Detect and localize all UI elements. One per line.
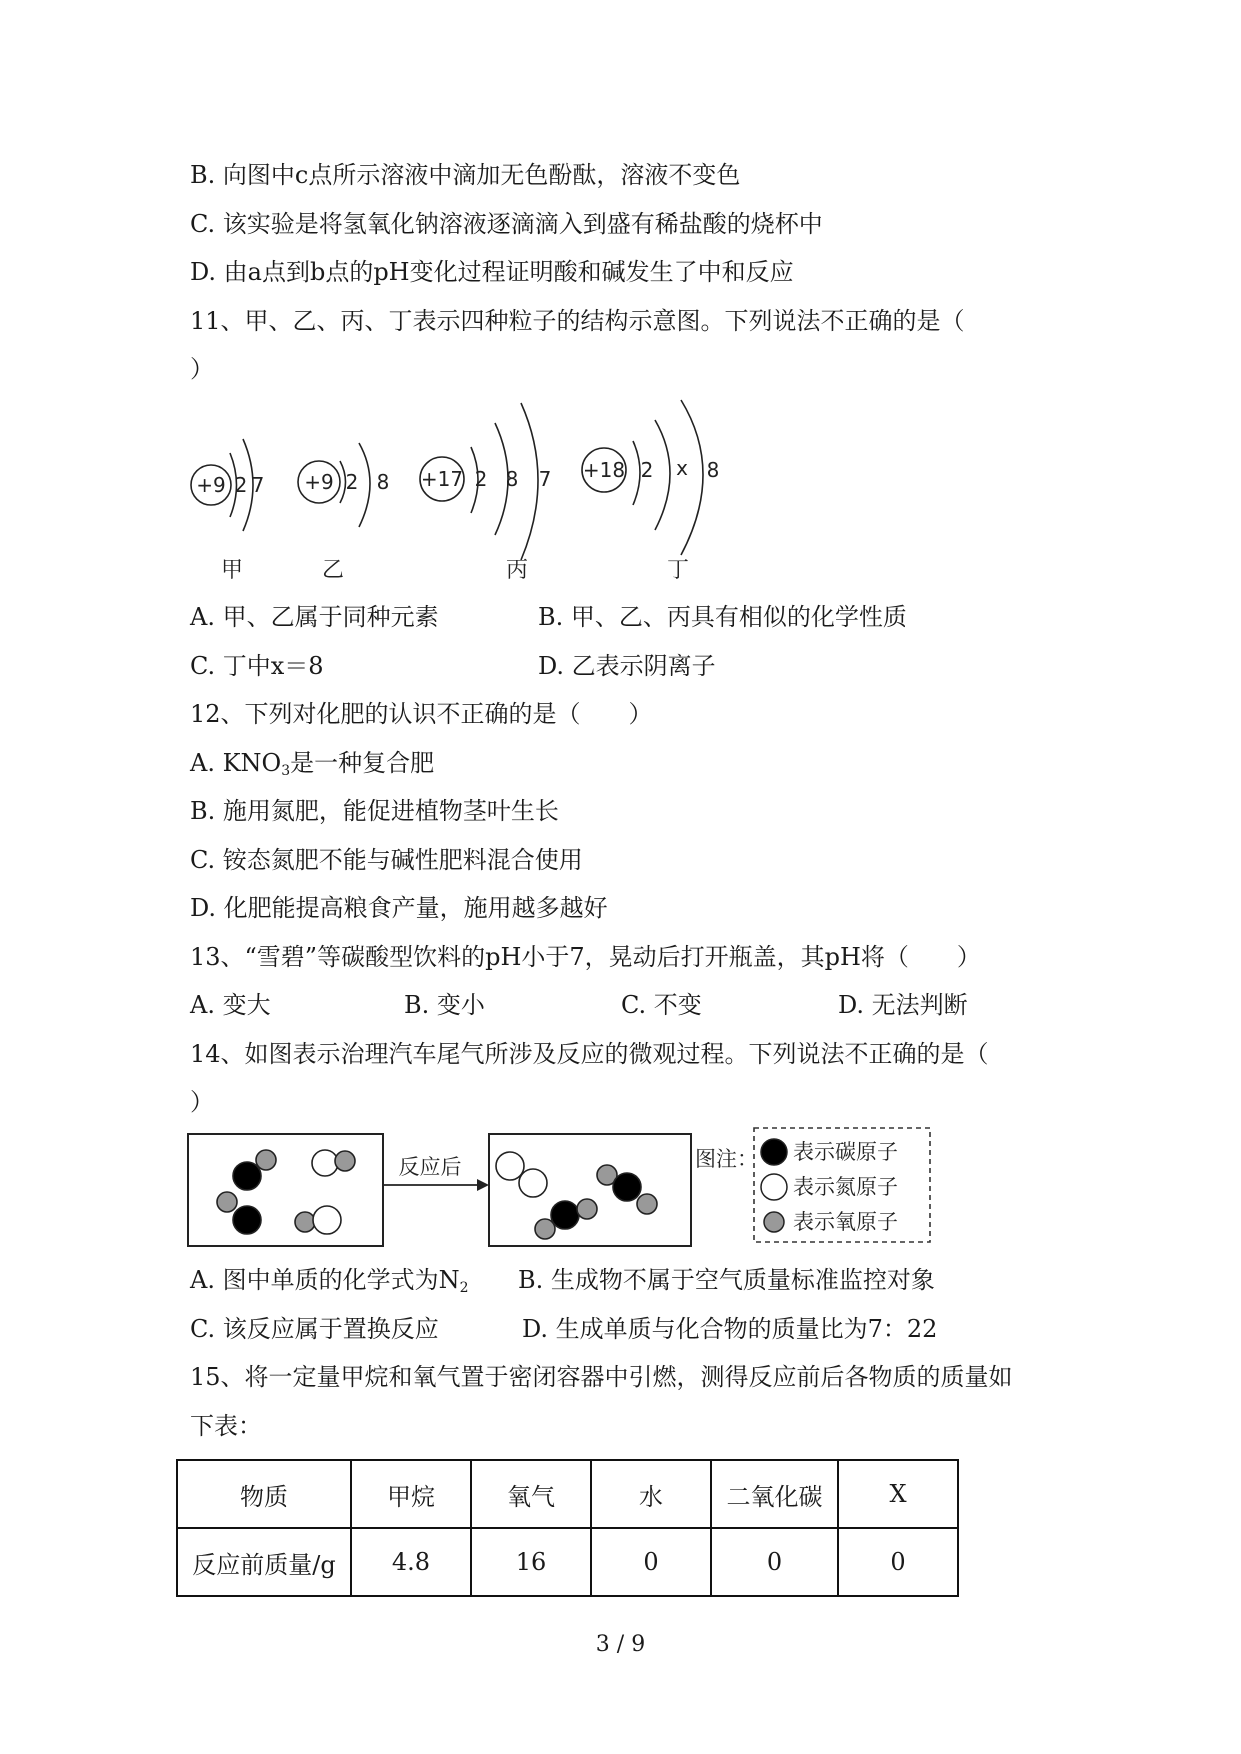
q13-option-a: A. 变大 — [190, 991, 271, 1019]
n-atom — [312, 1150, 338, 1176]
ding-nucleus-charge: +18 — [582, 458, 626, 482]
bing-label: 丙 — [505, 558, 529, 583]
mass-table — [176, 1459, 959, 1597]
jia-shell-2: 7 — [251, 473, 265, 497]
o-atom — [256, 1150, 276, 1170]
q13-stem: 13、“雪碧”等碳酸型饮料的pH小于7，晃动后打开瓶盖，其pH将（ ） — [190, 943, 981, 971]
table-header-row — [177, 1460, 958, 1528]
q12-option-a — [190, 748, 434, 786]
ding-shell-3: 8 — [706, 458, 720, 482]
bing-shell-3: 7 — [538, 467, 552, 491]
atom-structure-diagrams — [185, 395, 745, 595]
n-atom — [496, 1152, 524, 1180]
yi-shell-1: 2 — [345, 470, 359, 494]
n-atom — [519, 1169, 547, 1197]
q12-option-a-pre: A. KNO — [190, 749, 282, 777]
q14-option-a — [190, 1265, 469, 1303]
n-atom — [313, 1206, 341, 1234]
q10-option-b: B. 向图中c点所示溶液中滴加无色酚酞，溶液不变色 — [190, 161, 741, 189]
c-atom — [613, 1173, 641, 1201]
table-cell: 物质 — [177, 1460, 351, 1528]
q14-option-d: D. 生成单质与化合物的质量比为7：22 — [522, 1315, 938, 1343]
q14-option-a-sub: 2 — [459, 1280, 469, 1296]
c-atom — [551, 1201, 579, 1229]
jia-label: 甲 — [220, 558, 244, 583]
q12-stem: 12、下列对化肥的认识不正确的是（ ） — [190, 700, 653, 728]
ding-label: 丁 — [666, 558, 690, 583]
nitrogen-legend-icon — [761, 1174, 787, 1200]
before-box — [188, 1134, 383, 1246]
bing-shell-2: 8 — [505, 467, 519, 491]
table-cell: 水 — [591, 1460, 711, 1528]
oxygen-legend-icon — [764, 1212, 784, 1232]
table-cell: 甲烷 — [351, 1460, 471, 1528]
legend-nitrogen: 表示氮原子 — [793, 1175, 898, 1199]
table-cell: 0 — [838, 1528, 958, 1596]
yi-label: 乙 — [321, 558, 345, 583]
q12-option-b: B. 施用氮肥，能促进植物茎叶生长 — [190, 797, 559, 825]
q13-option-c: C. 不变 — [621, 991, 702, 1019]
q12-option-a-post: 是一种复合肥 — [290, 749, 435, 777]
o-atom — [637, 1194, 657, 1214]
after-box — [489, 1134, 691, 1246]
arrow-head — [477, 1179, 489, 1191]
q10-option-c: C. 该实验是将氢氧化钠溶液逐滴滴入到盛有稀盐酸的烧杯中 — [190, 210, 823, 238]
q14-option-c: C. 该反应属于置换反应 — [190, 1315, 439, 1343]
table-cell: 0 — [591, 1528, 711, 1596]
page-number: 3 / 9 — [595, 1632, 646, 1657]
q14-option-a-pre: A. 图中单质的化学式为N — [190, 1266, 460, 1294]
q15-stem-line2: 下表： — [190, 1412, 262, 1440]
table-cell: 16 — [471, 1528, 591, 1596]
ding-shell-2: x — [676, 456, 688, 480]
q14-option-b: B. 生成物不属于空气质量标准监控对象 — [518, 1266, 935, 1294]
table-cell: 4.8 — [351, 1528, 471, 1596]
q11-option-a: A. 甲、乙属于同种元素 — [190, 603, 439, 631]
q15-stem-line1: 15、将一定量甲烷和氧气置于密闭容器中引燃，测得反应前后各物质的质量如 — [190, 1363, 1013, 1391]
o-atom — [217, 1192, 237, 1212]
legend-title: 图注： — [695, 1147, 758, 1171]
q13-option-d: D. 无法判断 — [838, 991, 968, 1019]
q11-stem: 11、甲、乙、丙、丁表示四种粒子的结构示意图。下列说法不正确的是（ — [190, 307, 965, 335]
o-atom — [335, 1151, 355, 1171]
table-cell: 氧气 — [471, 1460, 591, 1528]
bing-shell-1: 2 — [474, 467, 488, 491]
c-atom — [233, 1206, 261, 1234]
arrow-label: 反应后 — [398, 1155, 462, 1179]
q12-option-a-sub: 3 — [281, 763, 291, 779]
q11-option-d: D. 乙表示阴离子 — [538, 652, 716, 680]
reaction-micro-diagram — [185, 1125, 935, 1250]
q13-option-b: B. 变小 — [404, 991, 485, 1019]
table-cell: 二氧化碳 — [711, 1460, 838, 1528]
yi-shell-2: 8 — [376, 470, 390, 494]
q11-option-c: C. 丁中x＝8 — [190, 652, 324, 680]
jia-nucleus-charge: +9 — [196, 473, 226, 497]
yi-nucleus-charge: +9 — [304, 470, 334, 494]
ding-shell-1: 2 — [640, 458, 654, 482]
q14-stem: 14、如图表示治理汽车尾气所涉及反应的微观过程。下列说法不正确的是（ — [190, 1040, 989, 1068]
table-cell: 0 — [711, 1528, 838, 1596]
carbon-legend-icon — [761, 1139, 787, 1165]
q10-option-d: D. 由a点到b点的pH变化过程证明酸和碱发生了中和反应 — [190, 258, 794, 286]
table-row — [177, 1528, 958, 1596]
legend-carbon: 表示碳原子 — [793, 1140, 898, 1164]
bing-nucleus-charge: +17 — [420, 467, 464, 491]
q11-stem-end: ） — [190, 355, 214, 383]
c-atom — [233, 1162, 261, 1190]
o-atom — [577, 1199, 597, 1219]
q11-option-b: B. 甲、乙、丙具有相似的化学性质 — [538, 603, 907, 631]
o-atom — [295, 1212, 315, 1232]
q14-stem-end: ） — [190, 1088, 214, 1116]
q12-option-d: D. 化肥能提高粮食产量，施用越多越好 — [190, 894, 608, 922]
table-cell: X — [838, 1460, 958, 1528]
legend-oxygen: 表示氧原子 — [793, 1210, 898, 1234]
jia-shell-1: 2 — [234, 473, 248, 497]
q12-option-c: C. 铵态氮肥不能与碱性肥料混合使用 — [190, 846, 583, 874]
table-cell: 反应前质量/g — [177, 1528, 351, 1596]
